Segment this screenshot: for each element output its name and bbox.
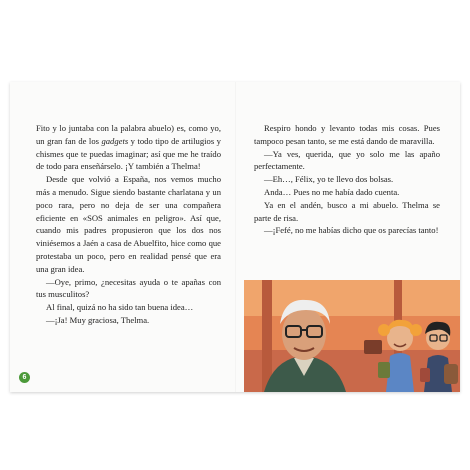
text-line: Fito y lo juntaba con la palabra abuelo) es, xyxy=(36,123,186,133)
paragraph: Ya en el andén, busco a mi abuelo. Thelma se parte de risa. xyxy=(254,199,440,223)
text-line: como yo, un gran fan de los xyxy=(36,123,221,146)
paragraph: —Eh…, Félix, yo te llevo dos bolsas. xyxy=(264,174,394,185)
paragraph: Respiro hondo y levanto todas mis cosas. Pues tampoco pesan tanto, se me está dando de maravilla. xyxy=(254,123,440,146)
illustration-svg xyxy=(244,280,460,392)
paragraph: Anda… Pues no me había dado cuenta. xyxy=(264,186,400,197)
right-page-text xyxy=(254,122,440,237)
paragraph: —¡Ja! Muy graciosa, Thelma. xyxy=(46,314,150,325)
girl-dress xyxy=(386,353,414,392)
paragraph: —¡Fefé, no me habías dicho que os parecías tanto! xyxy=(264,225,439,236)
paragraph xyxy=(36,122,221,173)
grandfather-face xyxy=(282,308,326,360)
page-number-badge: 6 xyxy=(19,372,30,383)
italic-word: gadgets xyxy=(101,135,129,146)
station-illustration xyxy=(244,280,460,392)
boy-suitcase xyxy=(444,364,458,384)
girl-bag xyxy=(378,362,390,378)
boy-bag xyxy=(420,368,430,382)
paragraph: Al final, quizá no ha sido tan buena idea… xyxy=(46,302,194,313)
book-gutter xyxy=(235,82,236,392)
book-spread xyxy=(10,82,460,392)
paragraph: —Oye, primo, ¿necesitas ayuda o te apañas con tus musculitos? xyxy=(36,276,221,300)
paragraph: Desde que volvió a España, nos vemos mucho más a menudo. Sigue siendo bastante charlatana y un poco rara, pero no deja de ser una compañera eficiente en «SOS animales en peligro». Así que, cuando mis padres propusieron que los dos nos viniésemos a Jaén a casa de Abuelfito, hice como que protestaba un poco, pero en realidad pensé que era una gran idea. xyxy=(36,174,221,274)
text-line: y todo tipo de artilugios y chismes que te puedas imaginar; así que me he traído de todo para enseñárselo. ¡Y también a Thelma! xyxy=(36,135,221,172)
luggage xyxy=(364,340,382,354)
pillar xyxy=(262,280,272,392)
left-page-text xyxy=(36,122,221,327)
paragraph: —Ya ves, querida, que yo solo me las apaño perfectamente. xyxy=(254,148,440,172)
upper-wall xyxy=(244,280,460,316)
